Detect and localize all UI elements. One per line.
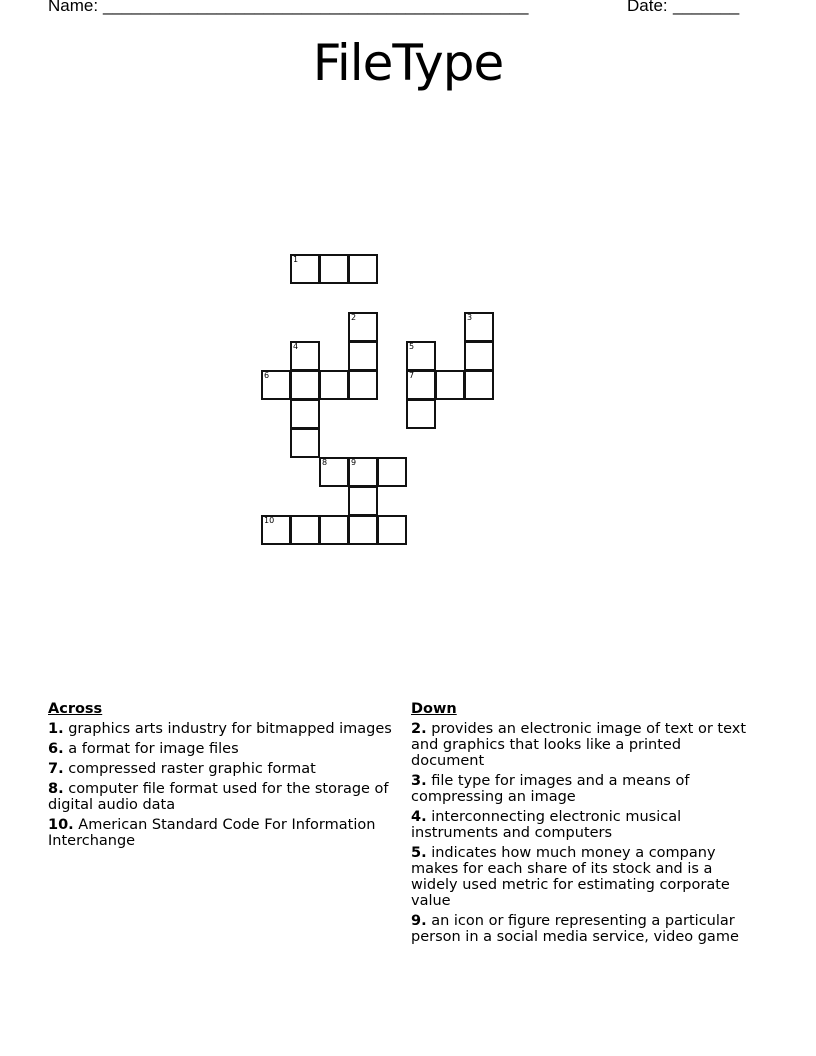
clue-down-2 <box>411 721 756 769</box>
crossword-cell[interactable] <box>348 312 378 342</box>
clue-number: 10. <box>48 817 74 833</box>
clue-number: 9. <box>411 913 427 929</box>
name-label: Name: <box>48 0 99 15</box>
date-field[interactable]: _______ <box>673 0 740 15</box>
crossword-cell[interactable] <box>435 370 465 400</box>
crossword-cell[interactable] <box>348 457 378 487</box>
crossword-cell[interactable] <box>406 341 436 371</box>
clue-text: compressed raster graphic format <box>68 761 316 777</box>
clue-across-1 <box>48 721 393 737</box>
crossword-cell[interactable] <box>348 515 378 545</box>
cell-number: 7 <box>409 371 415 380</box>
clue-text: provides an electronic image of text or text and graphics that looks like a printed document <box>411 721 747 769</box>
cell-number: 6 <box>264 371 270 380</box>
clue-number: 4. <box>411 809 427 825</box>
clue-text: computer file format used for the storage of digital audio data <box>48 781 389 813</box>
clue-number: 3. <box>411 773 427 789</box>
crossword-cell[interactable] <box>290 428 320 458</box>
crossword-cell[interactable] <box>348 370 378 400</box>
crossword-cell[interactable] <box>406 399 436 429</box>
crossword-cell[interactable] <box>319 370 349 400</box>
clue-down-5 <box>411 845 756 909</box>
clue-number: 5. <box>411 845 427 861</box>
cell-number: 3 <box>467 313 473 322</box>
clue-text: a format for image files <box>68 741 239 757</box>
clue-number: 6. <box>48 741 64 757</box>
cell-number: 1 <box>293 255 299 264</box>
cell-number: 10 <box>264 516 275 525</box>
crossword-cell[interactable] <box>377 457 407 487</box>
clue-text: American Standard Code For Information Interchange <box>48 817 376 849</box>
crossword-cell[interactable] <box>319 457 349 487</box>
cell-number: 8 <box>322 458 328 467</box>
cell-number: 2 <box>351 313 357 322</box>
clue-text: graphics arts industry for bitmapped images <box>68 721 392 737</box>
crossword-cell[interactable] <box>319 254 349 284</box>
crossword-cell[interactable] <box>261 515 291 545</box>
crossword-cell[interactable] <box>464 312 494 342</box>
down-clues <box>411 701 756 949</box>
crossword-cell[interactable] <box>464 341 494 371</box>
across-clues <box>48 701 393 853</box>
date-label: Date: <box>627 0 668 15</box>
crossword-cell[interactable] <box>377 515 407 545</box>
crossword-cell[interactable] <box>406 370 436 400</box>
crossword-cell[interactable] <box>290 370 320 400</box>
crossword-cell[interactable] <box>290 515 320 545</box>
clue-across-8 <box>48 781 393 813</box>
name-field[interactable]: _____________________________________________ <box>103 0 529 15</box>
crossword-cell[interactable] <box>319 515 349 545</box>
clue-across-7 <box>48 761 393 777</box>
down-heading: Down <box>411 701 457 717</box>
clue-across-10 <box>48 817 393 849</box>
clue-text: indicates how much money a company makes for each share of its stock and is a widely used metric for estimating corporate value <box>411 845 730 909</box>
clue-number: 1. <box>48 721 64 737</box>
crossword-cell[interactable] <box>290 341 320 371</box>
clue-number: 2. <box>411 721 427 737</box>
clue-text: interconnecting electronic musical instruments and computers <box>411 809 682 841</box>
clue-number: 8. <box>48 781 64 797</box>
cell-number: 4 <box>293 342 299 351</box>
clue-down-4 <box>411 809 756 841</box>
clue-across-6 <box>48 741 393 757</box>
clue-text: file type for images and a means of compressing an image <box>411 773 690 805</box>
clue-number: 7. <box>48 761 64 777</box>
crossword-cell[interactable] <box>348 341 378 371</box>
cell-number: 9 <box>351 458 357 467</box>
crossword-cell[interactable] <box>290 399 320 429</box>
clue-text: an icon or figure representing a particular person in a social media service, video game <box>411 913 739 945</box>
clue-down-3 <box>411 773 756 805</box>
crossword-cell[interactable] <box>290 254 320 284</box>
cell-number: 5 <box>409 342 415 351</box>
across-heading: Across <box>48 701 103 717</box>
crossword-cell[interactable] <box>348 254 378 284</box>
crossword-grid <box>262 255 495 546</box>
clue-down-9 <box>411 913 756 945</box>
crossword-cell[interactable] <box>261 370 291 400</box>
worksheet-header <box>48 0 748 20</box>
crossword-cell[interactable] <box>464 370 494 400</box>
page-title: FileType <box>312 34 504 92</box>
crossword-cell[interactable] <box>348 486 378 516</box>
